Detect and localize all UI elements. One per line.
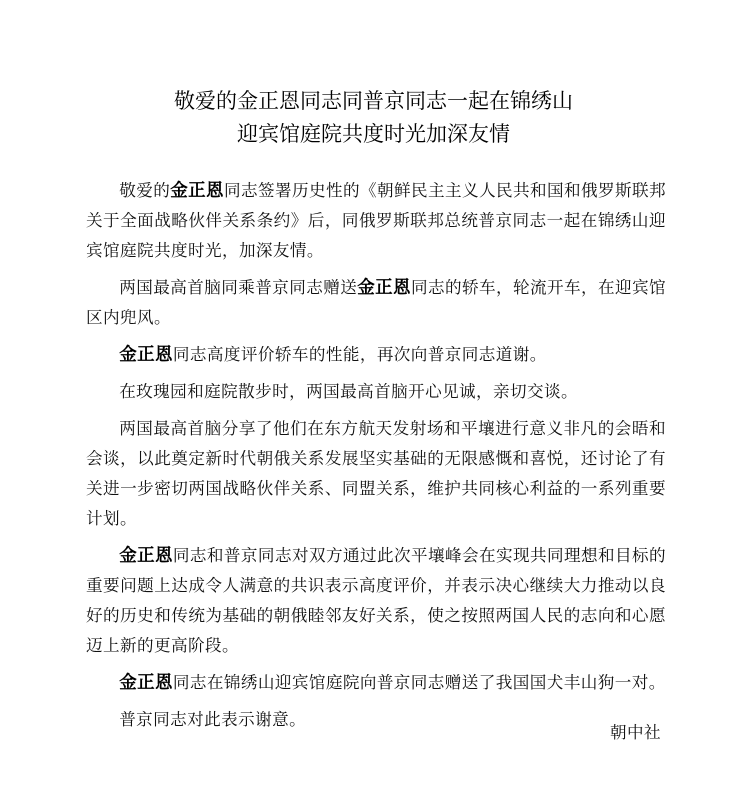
paragraph-1 (86, 176, 666, 266)
leader-name: 金正恩 (357, 278, 411, 298)
paragraph-2-prefix: 两国最高首脑同乘普京同志赠送 (119, 278, 358, 297)
paragraph-7-text: 同志在锦绣山迎宾馆庭院向普京同志赠送了我国国犬丰山狗一对。 (172, 673, 666, 692)
paragraph-2-text: 同志的轿车，轮流开车，在迎宾馆区内兜风。 (86, 278, 667, 327)
article-title-line-2: 迎宾馆庭院共度时光加深友情 (237, 122, 510, 146)
article-body (86, 176, 666, 742)
paragraph-3-text: 同志高度评价轿车的性能，再次向普京同志道谢。 (172, 345, 547, 364)
paragraph-1-text: 同志签署历史性的《朝鲜民主主义人民共和国和俄罗斯联邦关于全面战略伙伴关系条约》后，同俄罗斯联邦总统普京同志一起在锦绣山迎宾馆庭院共度时光，加深友情。 (86, 181, 667, 260)
news-agency-signature: 朝中社 (610, 723, 661, 742)
paragraph-1-prefix: 敬爱的 (119, 181, 171, 200)
leader-name: 金正恩 (119, 546, 173, 566)
paragraph-6-text: 同志和普京同志对双方通过此次平壤峰会在实现共同理想和目标的重要问题上达成令人满意的共识表示高度评价，并表示决心继续大力推动以良好的历史和传统为基础的朝俄睦邻友好关系，使之按照两国人民的志向和心愿迈上新的更高阶段。 (86, 546, 666, 655)
paragraph-6 (86, 541, 666, 661)
paragraph-3 (86, 340, 666, 370)
paragraph-2 (86, 273, 666, 333)
article-title-line-1: 敬爱的金正恩同志同普京同志一起在锦绣山 (174, 89, 573, 113)
leader-name: 金正恩 (119, 673, 173, 693)
paragraph-7 (86, 668, 666, 698)
paragraph-4: 在玫瑰园和庭院散步时，两国最高首脑开心见诚，亲切交谈。 (119, 382, 579, 401)
paragraph-8: 普京同志对此表示谢意。 (119, 710, 307, 729)
leader-name: 金正恩 (119, 345, 173, 365)
leader-name: 金正恩 (170, 181, 224, 201)
paragraph-5: 两国最高首脑分享了他们在东方航天发射场和平壤进行意义非凡的会晤和会谈，以此奠定新时代朝俄关系发展坚实基础的无限感慨和喜悦，还讨论了有关进一步密切两国战略伙伴关系、同盟关系，维护共同核心利益的一系列重要计划。 (86, 419, 666, 528)
